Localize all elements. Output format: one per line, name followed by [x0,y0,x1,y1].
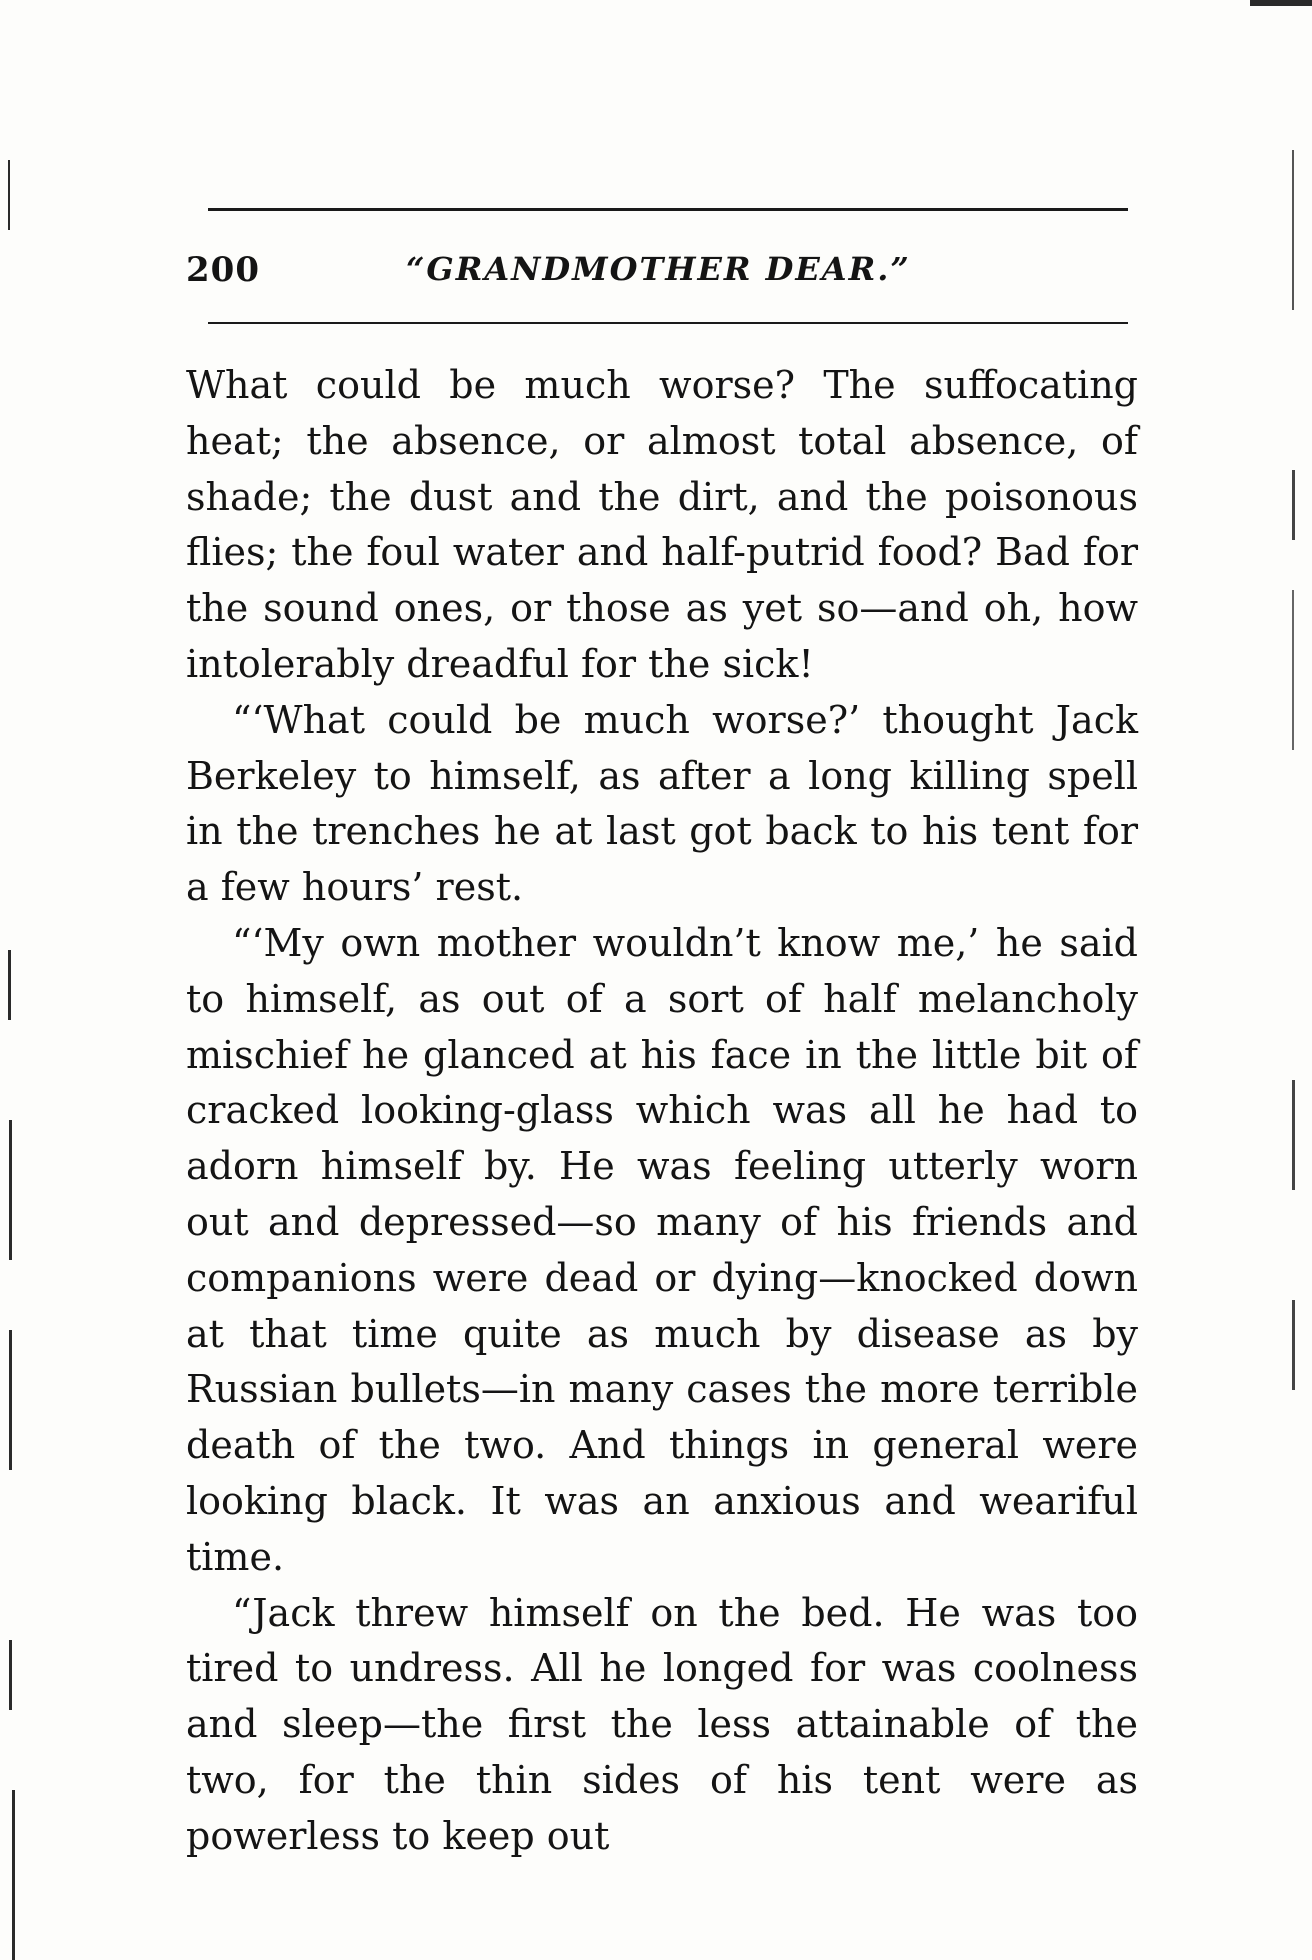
paragraph: “‘What could be much worse?’ thought Jack Berkeley to himself, as after a long killing spell in the trenches he at last got back to his tent for a few hours’ rest. [186,697,1138,910]
running-head [186,240,1136,300]
scan-edge-mark [1292,590,1294,750]
scan-edge-mark [1250,0,1312,6]
scan-edge-mark [1292,470,1295,540]
scan-edge-mark [1292,1300,1295,1390]
running-title: “GRANDMOTHER DEAR.” [406,250,911,288]
scan-edge-mark [9,1120,12,1260]
paragraph-continuation: What could be much worse? The suffocating heat; the absence, or almost total absence, of shade; the dust and the dirt, and the poisonous flies; the foul water and half-putrid food? Bad for the sound ones, or those as yet so—and oh, how intolerably dreadful for the sick! [186,363,1138,686]
header-bottom-rule [208,322,1128,324]
scan-edge-mark [1292,1080,1295,1190]
scan-edge-mark [8,950,11,1020]
page-body [186,358,1138,1865]
scan-edge-mark [9,1640,12,1710]
scan-edge-mark [12,1790,15,1960]
scan-edge-mark [9,1330,12,1470]
paragraph: “‘My own mother wouldn’t know me,’ he said to himself, as out of a sort of half melancholy mischief he glanced at his face in the little bit of cracked looking-glass which was all he had to adorn himself by. He was feeling utterly worn out and depressed—so many of his friends and companions were dead or dying—knocked down at that time quite as much by disease as by Russian bullets—in many cases the more terrible death of the two. And things in general were looking black. It was an anxious and weariful time. [186,920,1138,1579]
header-top-rule [208,208,1128,211]
page-number: 200 [186,250,260,290]
scan-edge-mark [1292,150,1294,310]
paragraph: “Jack threw himself on the bed. He was too tired to undress. All he longed for was coolness and sleep—the first the less attainable of the two, for the thin sides of his tent were as powerless to keep out [186,1590,1138,1858]
scan-edge-mark [8,160,10,230]
